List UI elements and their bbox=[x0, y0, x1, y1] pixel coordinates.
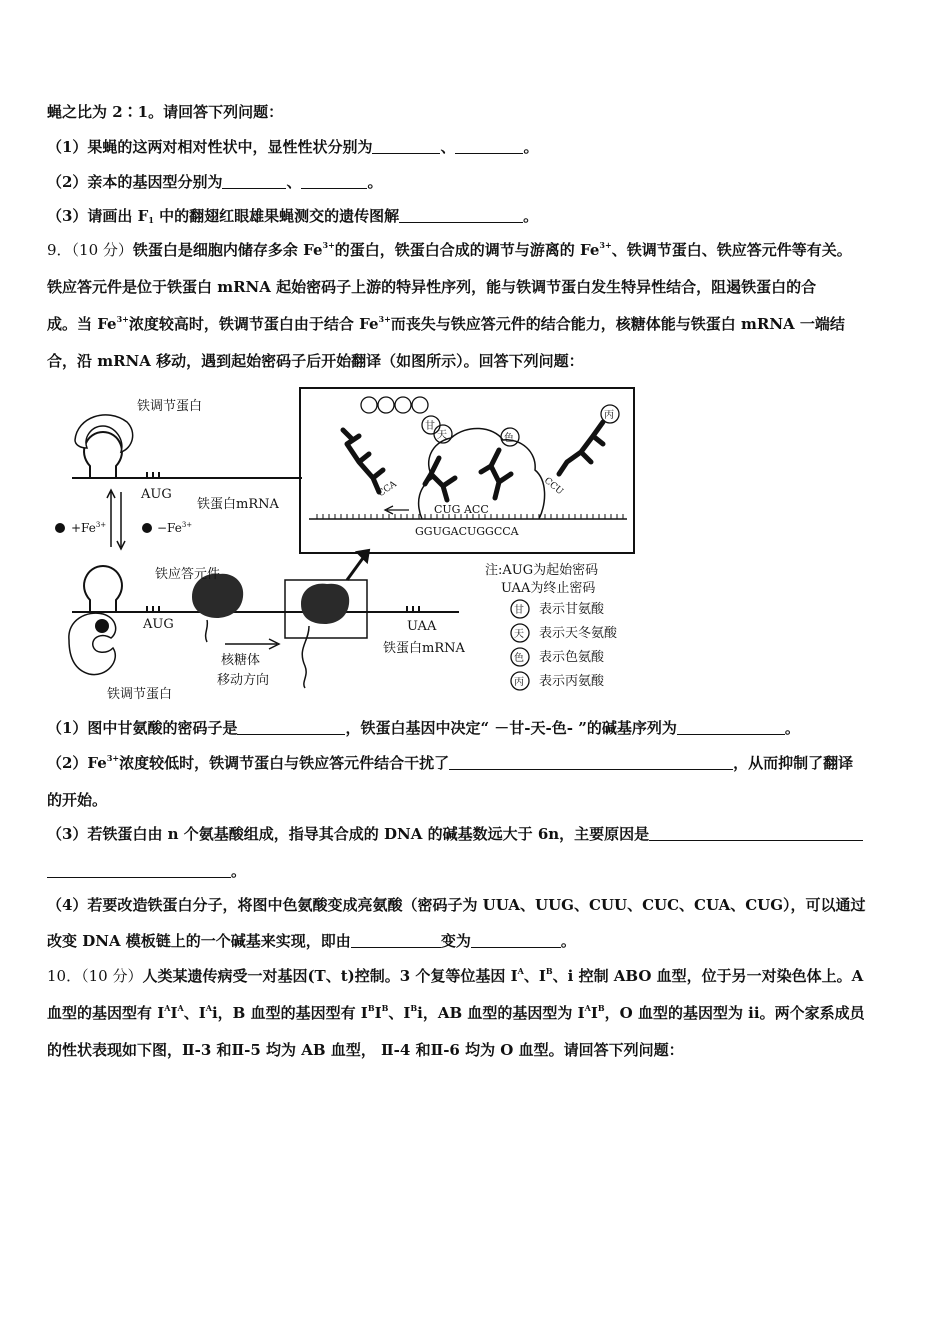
aa-trp: 色 bbox=[504, 433, 514, 444]
legend-asp: 表示天冬氨酸 bbox=[539, 626, 618, 641]
answer-blank[interactable] bbox=[399, 208, 523, 223]
trna-right bbox=[559, 422, 603, 474]
stem-loop-top bbox=[84, 432, 122, 478]
q10-line3: 的性状表现如下图，Ⅱ-3 和Ⅱ-5 均为 AB 血型， Ⅱ-4 和Ⅱ-6 均为 O 血型。请回答下列问题： bbox=[47, 1041, 684, 1059]
trna-middle-1 bbox=[425, 458, 455, 500]
q10-line2: 血型的基因型有 $I^AI^A$、$I^Ai$，B 血型的基因型有 $I^BI^B$、$I^Bi$，AB 血型的基因型为 $I^AI^B$，O 血型的基因型为 ii。两个家系成员 bbox=[47, 1003, 865, 1022]
label-fe-regulatory-bottom: 铁调节蛋白 bbox=[107, 687, 173, 702]
q8-sub2: （2）亲本的基因型分别为 、 。 bbox=[47, 173, 383, 191]
legend-ala: 表示丙氨酸 bbox=[539, 674, 605, 689]
q9-line1: 9．（10 分）铁蛋白是细胞内储存多余 $Fe^{3+}$的蛋白，铁蛋白合成的调节与游离的 $Fe^{3+}$、铁调节蛋白、铁应答元件等有关。 bbox=[47, 240, 852, 259]
iron-regulatory-protein-bottom bbox=[69, 613, 116, 674]
legend-symbol: 色 bbox=[514, 653, 524, 664]
answer-blank[interactable] bbox=[471, 933, 561, 948]
legend-symbol: 天 bbox=[514, 629, 524, 640]
answer-blank[interactable] bbox=[449, 755, 733, 770]
q9-line4: 合，沿 mRNA 移动，遇到起始密码子后开始翻译（如图所示）。回答下列问题： bbox=[47, 352, 584, 370]
aa-gly: 甘 bbox=[425, 421, 435, 432]
legend-symbol: 甘 bbox=[514, 605, 524, 616]
ferritin-translation-figure bbox=[47, 382, 639, 704]
q9-line2: 铁应答元件是位于铁蛋白 mRNA 起始密码子上游的特异性序列，能与铁调节蛋白发生特异性结合，阻遏铁蛋白的合 bbox=[47, 278, 817, 296]
answer-blank[interactable] bbox=[649, 826, 863, 841]
q8-line0: 蝇之比为 2∶1。请回答下列问题： bbox=[47, 103, 284, 121]
label-minus-fe: $-Fe^{3+}$ bbox=[157, 521, 193, 535]
label-mrna-bottom: 铁蛋白mRNA bbox=[383, 641, 465, 656]
q8-sub3: （3）请画出 $F_1$ 中的翻翅红眼雄果蝇测交的遗传图解 。 bbox=[47, 207, 539, 225]
answer-blank[interactable] bbox=[237, 720, 345, 735]
answer-blank[interactable] bbox=[47, 863, 231, 878]
label-cca: CCA bbox=[376, 479, 399, 500]
answer-blank[interactable] bbox=[455, 139, 523, 154]
question-number: 10．（10 分） bbox=[47, 967, 143, 985]
question-number: 9．（10 分） bbox=[47, 241, 133, 259]
q9-sub4: （4）若要改造铁蛋白分子，将图中色氨酸变成亮氨酸（密码子为 UUA、UUG、CUU、CUC、CUA、CUG），可以通过 bbox=[47, 896, 866, 914]
legend-gly: 表示甘氨酸 bbox=[539, 602, 605, 617]
label-mrna-top: 铁蛋白mRNA bbox=[197, 497, 279, 512]
label-direction: 移动方向 bbox=[217, 673, 270, 688]
q8-sub1: （1）果蝇的这两对相对性状中，显性性状分别为 、 。 bbox=[47, 138, 539, 156]
q9-sub1: （1）图中甘氨酸的密码子是 ，铁蛋白基因中决定“ －甘-天-色- ”的碱基序列为 。 bbox=[47, 719, 800, 737]
fe-dot-right bbox=[142, 523, 152, 533]
label-ribosome: 核糖体 bbox=[221, 653, 261, 668]
label-cug-acc: CUG ACC bbox=[434, 503, 489, 516]
answer-blank[interactable] bbox=[372, 139, 440, 154]
label-uaa: UAA bbox=[407, 619, 437, 634]
legend-trp: 表示色氨酸 bbox=[539, 650, 605, 665]
label-sequence: GGUGACUGGCCA bbox=[415, 525, 519, 538]
trna-left bbox=[343, 430, 383, 492]
ribosome-1 bbox=[192, 574, 243, 642]
label-aug-top: AUG bbox=[141, 487, 172, 502]
stem-loop-bottom bbox=[84, 566, 122, 612]
fe-dot-bound bbox=[95, 619, 109, 633]
q9-sub3-cont: 。 bbox=[47, 861, 246, 881]
answer-blank[interactable] bbox=[222, 174, 286, 189]
aa-asp: 天 bbox=[437, 430, 447, 441]
answer-blank[interactable] bbox=[677, 720, 785, 735]
fe-dot-left bbox=[55, 523, 65, 533]
label-aug-bottom: AUG bbox=[143, 617, 174, 632]
label-fe-regulatory-top: 铁调节蛋白 bbox=[137, 399, 203, 414]
q9-sub4-cont: 改变 DNA 模板链上的一个碱基来实现，即由 变为 。 bbox=[47, 932, 576, 950]
label-ccu: CCU bbox=[541, 475, 565, 498]
q9-sub2: $(2)Fe^{3+}$浓度较低时，铁调节蛋白与铁应答元件结合干扰了 ，从而抑制了翻译 bbox=[47, 753, 854, 772]
note-stop-codon: UAA为终止密码 bbox=[501, 581, 596, 596]
q10-line1: 10．（10 分）人类某遗传病受一对基因(T、t)控制。3 个复等位基因 $I^A$、$I^B$、i 控制 ABO 血型，位于另一对染色体上。A bbox=[47, 966, 864, 985]
q9-sub2-cont: 的开始。 bbox=[47, 791, 108, 809]
note-start-codon: 注:AUG为起始密码 bbox=[485, 563, 599, 578]
legend-symbol: 丙 bbox=[514, 677, 524, 688]
q9-sub3: （3）若铁蛋白由 n 个氨基酸组成，指导其合成的 DNA 的碱基数远大于 6n，主要原因是 bbox=[47, 824, 863, 844]
ribosome-2 bbox=[301, 584, 349, 688]
trna-middle-2 bbox=[481, 450, 511, 498]
iron-regulatory-protein-top bbox=[75, 415, 133, 452]
q9-line3: 成。当 $Fe^{3+}$浓度较高时，铁调节蛋白由于结合 $Fe^{3+}$而丧失与铁应答元件的结合能力，核糖体能与铁蛋白 mRNA 一端结 bbox=[47, 314, 845, 333]
answer-blank[interactable] bbox=[351, 933, 441, 948]
answer-blank[interactable] bbox=[301, 174, 367, 189]
aa-ala: 丙 bbox=[604, 410, 614, 421]
label-plus-fe: $+Fe^{3+}$ bbox=[71, 521, 107, 535]
label-response-element: 铁应答元件 bbox=[155, 567, 221, 582]
